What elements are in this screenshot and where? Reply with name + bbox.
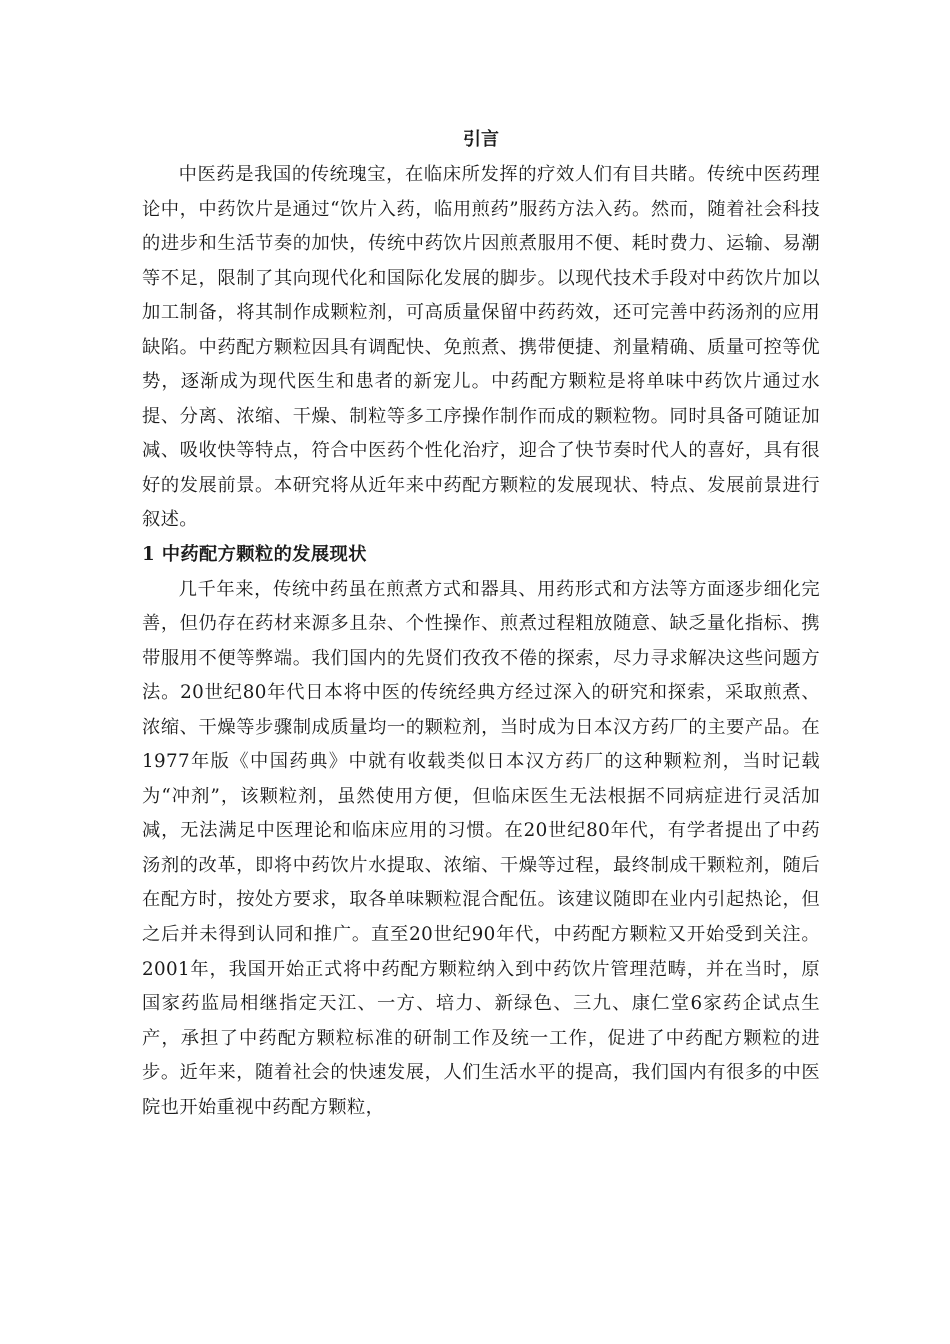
- document-title: 引言: [463, 129, 499, 150]
- intro-paragraph: 中医药是我国的传统瑰宝，在临床所发挥的疗效人们有目共睹。传统中医药理论中，中药饮片是通过“饮片入药，临用煎药”服药方法入药。然而，随着社会科技的进步和生活节奏的加快，传统中药饮片因煎煮服用不便、耗时费力、运输、易潮等不足，限制了其向现代化和国际化发展的脚步。以现代技术手段对中药饮片加以加工制备，将其制作成颗粒剂，可高质量保留中药药效，还可完善中药汤剂的应用缺陷。中药配方颗粒因具有调配快、免煎煮、携带便捷、剂量精确、质量可控等优势，逐渐成为现代医生和患者的新宠儿。中药配方颗粒是将单味中药饮片通过水提、分离、浓缩、干燥、制粒等多工序操作制作而成的颗粒物。同时具备可随证加减、吸收快等特点，符合中医药个性化治疗，迎合了快节奏时代人的喜好，具有很好的发展前景。本研究将从近年来中药配方颗粒的发展现状、特点、发展前景进行叙述。: [142, 164, 820, 531]
- section-heading: 1 中药配方颗粒的发展现状: [142, 544, 367, 566]
- document-page: [142, 122, 820, 1125]
- section-paragraph: 几千年来，传统中药虽在煎煮方式和器具、用药形式和方法等方面逐步细化完善，但仍存在药材来源多且杂、个性操作、煎煮过程粗放随意、缺乏量化指标、携带服用不便等弊端。我们国内的先贤们孜孜不倦的探索，尽力寻求解决这些问题方法。20世纪80年代日本将中医的传统经典方经过深入的研究和探索，采取煎煮、浓缩、干燥等步骤制成质量均一的颗粒剂，当时成为日本汉方药厂的主要产品。在1977年版《中国药典》中就有收载类似日本汉方药厂的这种颗粒剂，当时记载为“冲剂”，该颗粒剂，虽然使用方便，但临床医生无法根据不同病症进行灵活加减，无法满足中医理论和临床应用的习惯。在20世纪80年代，有学者提出了中药汤剂的改革，即将中药饮片水提取、浓缩、干燥等过程，最终制成干颗粒剂，随后在配方时，按处方要求，取各单味颗粒混合配伍。该建议随即在业内引起热论，但之后并未得到认同和推广。直至20世纪90年代，中药配方颗粒又开始受到关注。2001年，我国开始正式将中药配方颗粒纳入到中药饮片管理范畴，并在当时，原国家药监局相继指定天江、一方、培力、新绿色、三九、康仁堂6家药企试点生产，承担了中药配方颗粒标准的研制工作及统一工作，促进了中药配方颗粒的进步。近年来，随着社会的快速发展，人们生活水平的提高，我们国内有很多的中医院也开始重视中药配方颗粒，: [142, 578, 820, 1118]
